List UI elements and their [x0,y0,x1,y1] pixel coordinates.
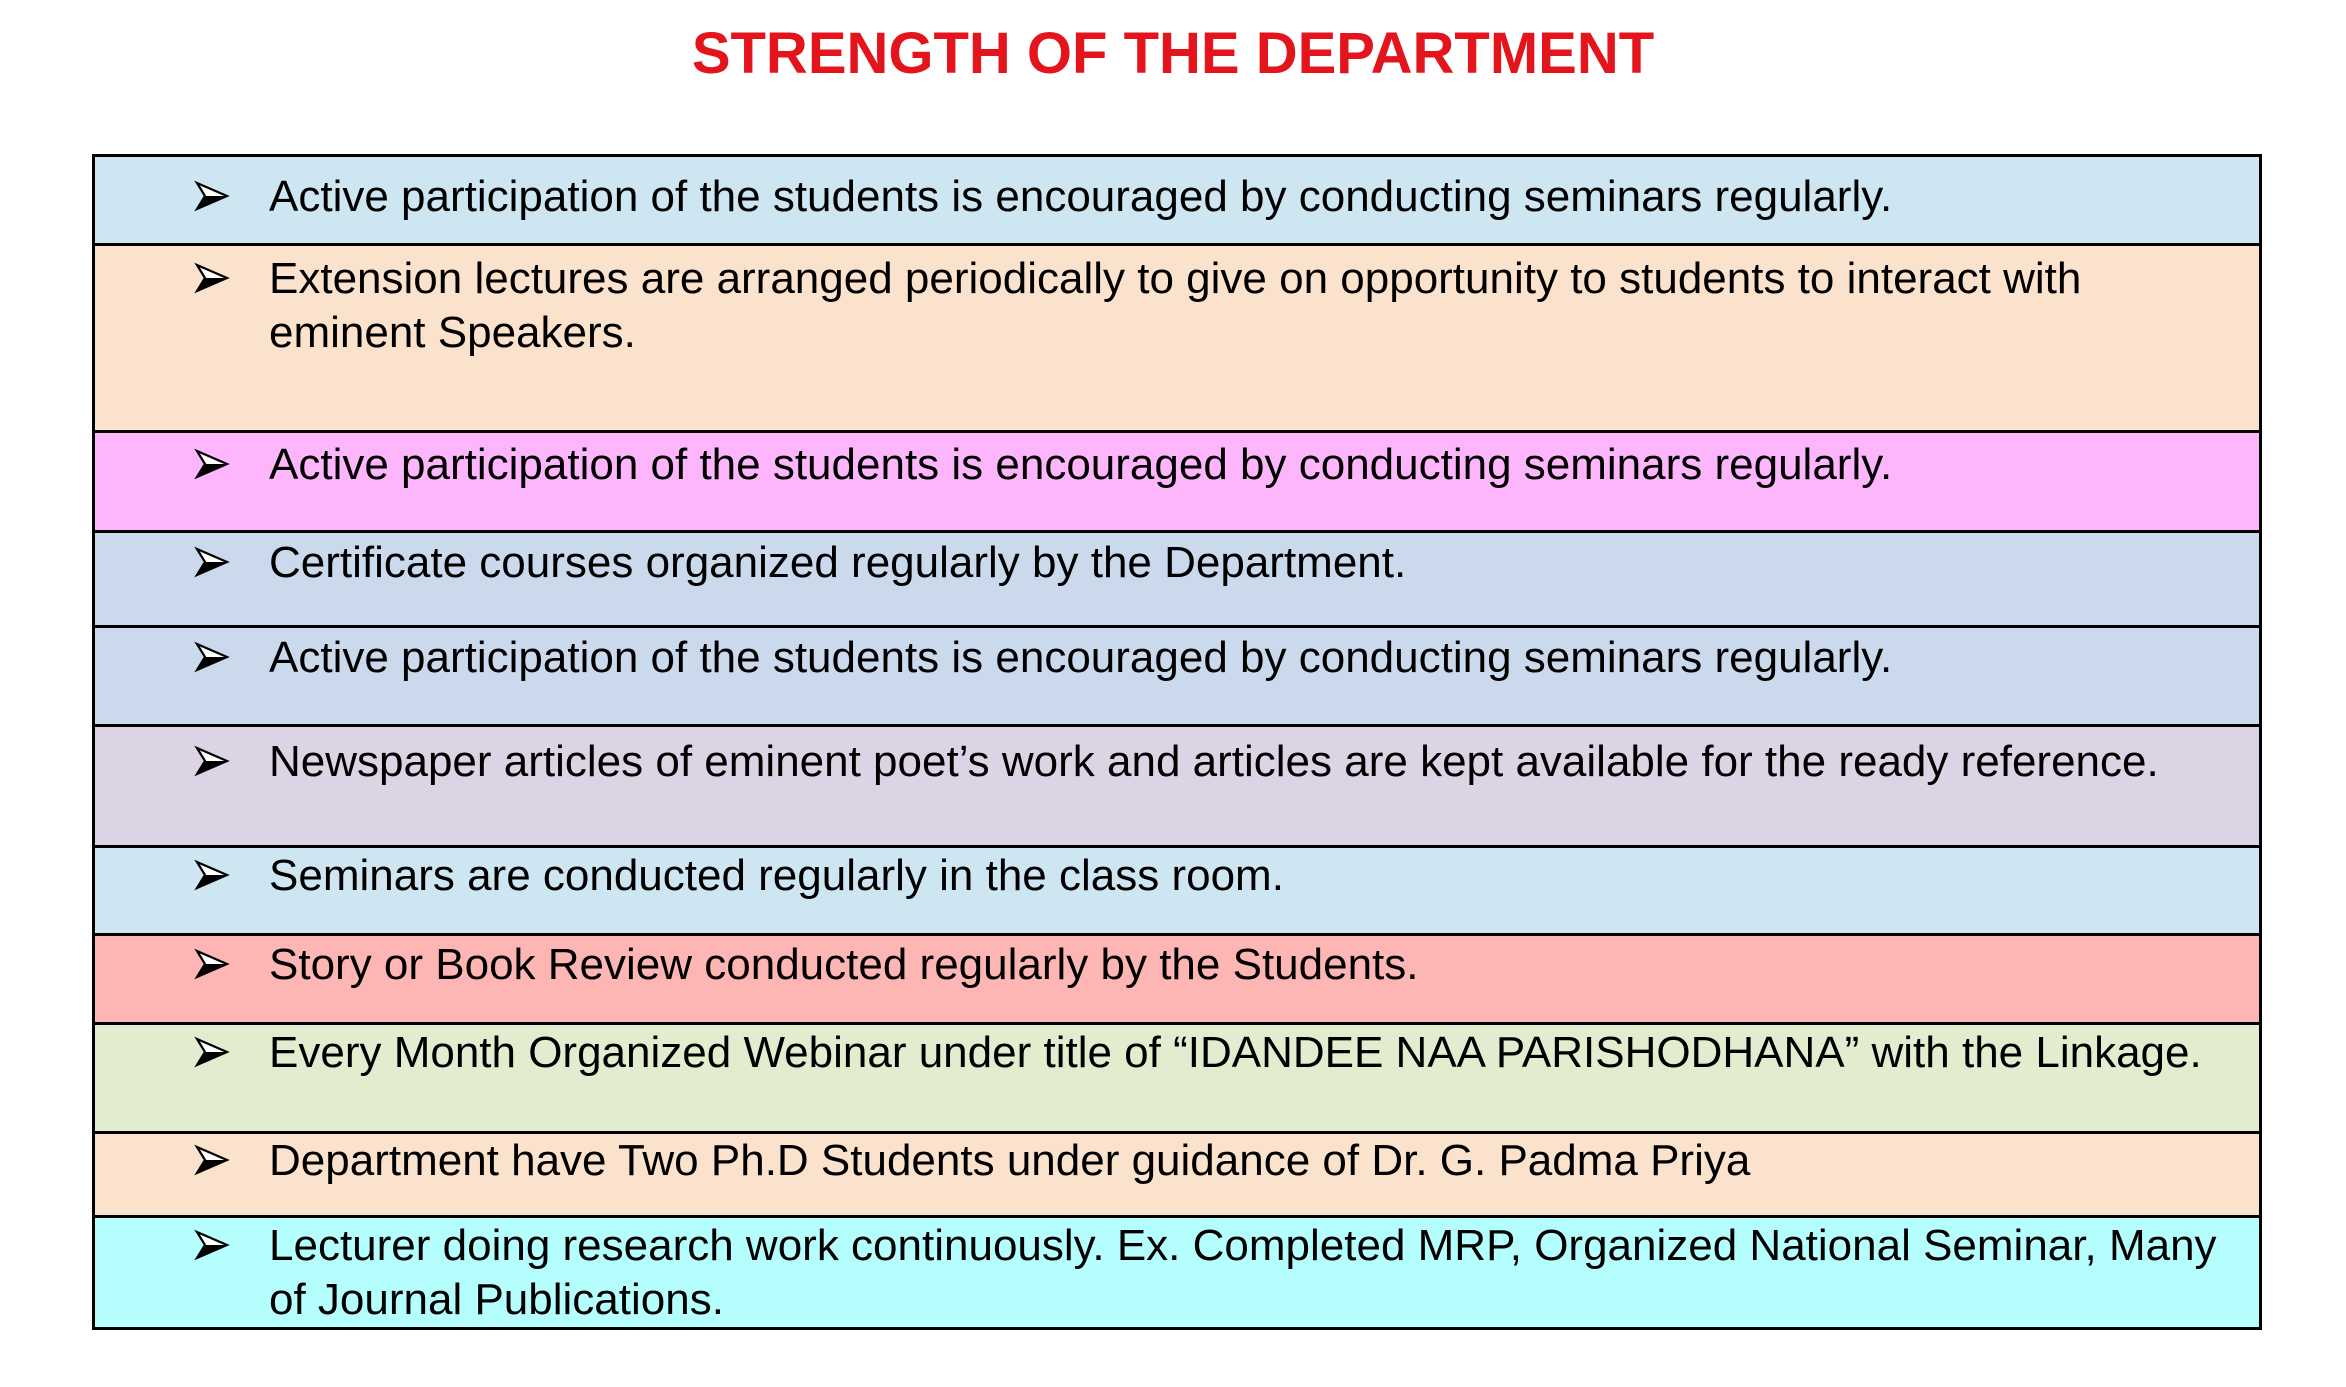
list-item [95,1134,2259,1188]
table-cell [94,156,2261,245]
list-item-text: Active participation of the students is encouraged by conducting seminars regularly. [269,172,1893,221]
strength-table [92,154,2262,1330]
table-cell [94,1024,2261,1133]
list-item [95,848,2259,903]
arrowhead-bullet-icon [193,1026,233,1080]
list-item [95,246,2259,360]
table-cell [94,627,2261,726]
table-row [94,935,2261,1024]
list-item-text: Lecturer doing research work continuously. Ex. Completed MRP, Organized National Seminar, Many of Journal Publications. [269,1221,2217,1324]
table-cell [94,532,2261,627]
list-item [95,936,2259,992]
list-item-text: Active participation of the students is encouraged by conducting seminars regularly. [269,440,1893,489]
arrowhead-bullet-icon [193,170,233,224]
arrowhead-bullet-icon [193,536,233,590]
arrowhead-bullet-icon [193,631,233,685]
list-item-text: Newspaper articles of eminent poet’s work and articles are kept available for the ready reference. [269,737,2159,786]
list-item [95,157,2259,224]
list-item [95,1025,2259,1080]
table-row [94,847,2261,935]
list-item-text: Story or Book Review conducted regularly by the Students. [269,940,1419,989]
table-cell [94,432,2261,532]
list-item-text: Seminars are conducted regularly in the class room. [269,851,1284,900]
list-item-text: Active participation of the students is encouraged by conducting seminars regularly. [269,633,1893,682]
table-row [94,156,2261,245]
table-row [94,532,2261,627]
table-row [94,432,2261,532]
table-row [94,726,2261,847]
list-item-text: Department have Two Ph.D Students under guidance of Dr. G. Padma Priya [269,1136,1751,1185]
arrowhead-bullet-icon [193,735,233,789]
table-row [94,1133,2261,1217]
list-item-text: Every Month Organized Webinar under title of “IDANDEE NAA PARISHODHANA” with the Linkage. [269,1028,2202,1077]
page-title: STRENGTH OF THE DEPARTMENT [691,21,1655,86]
table-cell [94,726,2261,847]
table-cell [94,1133,2261,1217]
table-row [94,627,2261,726]
arrowhead-bullet-icon [193,938,233,992]
list-item-text: Extension lectures are arranged periodically to give on opportunity to students to interact with eminent Speakers. [269,254,2082,357]
table-cell [94,1217,2261,1329]
arrowhead-bullet-icon [193,438,233,492]
list-item-text: Certificate courses organized regularly by the Department. [269,538,1407,587]
list-item [95,433,2259,492]
arrowhead-bullet-icon [193,849,233,903]
table-row [94,245,2261,432]
table-cell [94,245,2261,432]
arrowhead-bullet-icon [193,1134,233,1188]
arrowhead-bullet-icon [193,1219,233,1273]
list-item [95,533,2259,590]
list-item [95,628,2259,685]
table-cell [94,847,2261,935]
table-row [94,1217,2261,1329]
table-cell [94,935,2261,1024]
list-item [95,727,2259,789]
arrowhead-bullet-icon [193,252,233,306]
table-row [94,1024,2261,1133]
list-item [95,1218,2259,1327]
